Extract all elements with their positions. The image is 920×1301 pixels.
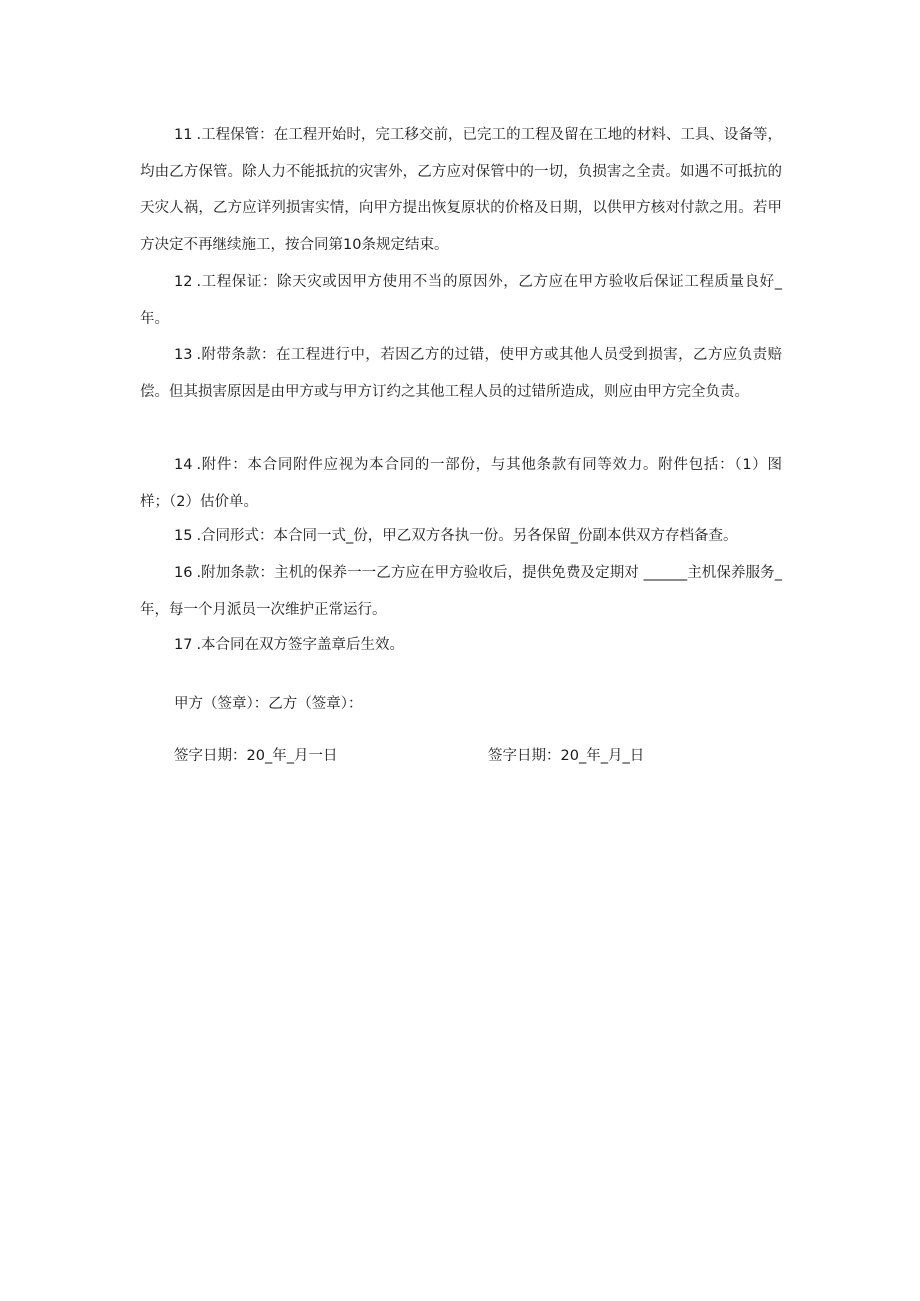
clause-16 [140,555,782,628]
clause-number: 16 [174,565,193,581]
clause-17 [140,627,782,664]
signature-date-party-a: 签字日期：20_年_月一日 [174,748,338,764]
clause-text: .工程保证：除天灾或因甲方使用不当的原因外，乙方应在甲方验收后保证工程质量良好_年。 [140,274,782,327]
clause-number: 15 [174,528,193,544]
clause-12 [140,264,782,337]
clause-number: 11 [174,127,193,143]
clause-11 [140,117,782,263]
clause-text: .合同形式：本合同一式_份，甲乙双方各执一份。另各保留_份副本供双方存档备查。 [196,528,738,544]
clause-14 [140,447,782,520]
clause-15 [140,518,782,555]
signature-date-party-b: 签字日期：20_年_月_日 [488,748,645,764]
clause-number: 17 [174,637,193,653]
clause-text: .附带条款：在工程进行中，若因乙方的过错，使甲方或其他人员受到损害，乙方应负责赔偿。但其损害原因是由甲方或与甲方订约之其他工程人员的过错所造成，则应由甲方完全负责。 [140,347,782,400]
clause-13 [140,337,782,410]
clause-text: .附加条款：主机的保养一一乙方应在甲方验收后，提供免费及定期对 ______主机保养服务_年，每一个月派员一次维护正常运行。 [140,565,782,618]
clause-number: 12 [174,274,193,290]
clause-text: .本合同在双方签字盖章后生效。 [196,637,405,653]
clause-number: 14 [174,457,193,473]
clause-text: .附件：本合同附件应视为本合同的一部份，与其他条款有同等效力。附件包括：（1）图样；（2）估价单。 [140,457,782,510]
signature-parties: 甲方（签章）：乙方（签章）： [174,696,363,712]
clause-number: 13 [174,347,193,363]
clause-text: .工程保管：在工程开始时，完工移交前，已完工的工程及留在工地的材料、工具、设备等，均由乙方保管。除人力不能抵抗的灾害外，乙方应对保管中的一切，负损害之全责。如遇不可抵抗的天灾人祸，乙方应详列损害实情，向甲方提出恢复原状的价格及日期，以供甲方核对付款之用。若甲方决定不再继续施工，按合同第10条规定结束。 [140,127,782,253]
